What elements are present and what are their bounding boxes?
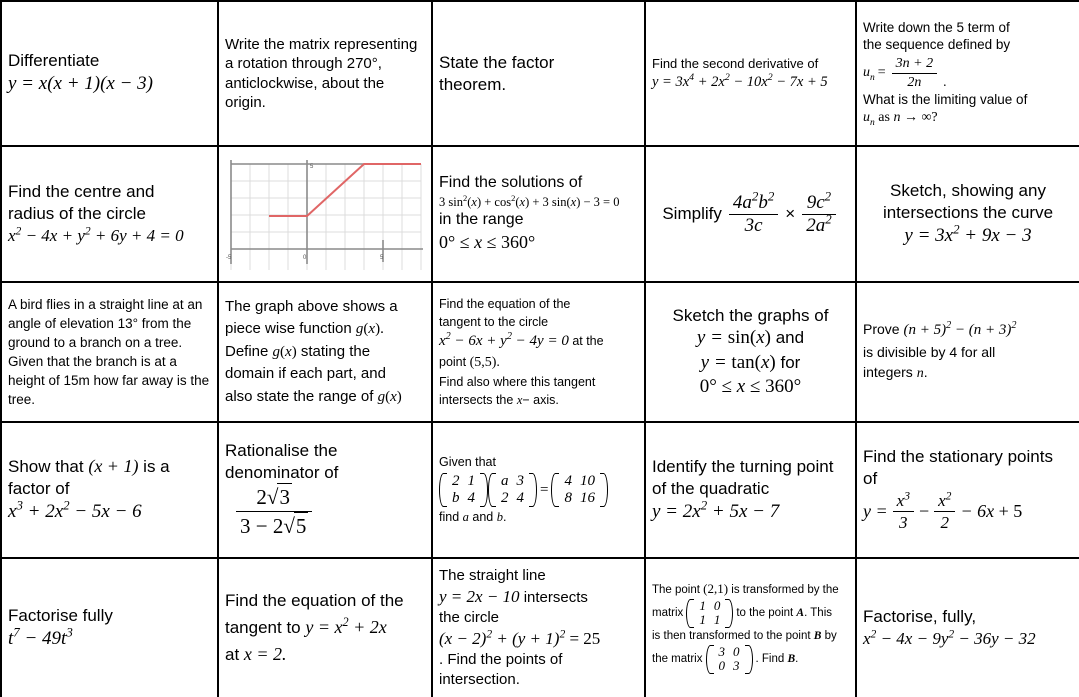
q-r1c3-line2: theorem. xyxy=(439,74,507,94)
q-r3c3-line5: Find also where this tangent xyxy=(439,375,596,390)
q-r2c3-line1: Find the solutions of xyxy=(439,174,583,192)
q-r4c2-line1: Rationalise the xyxy=(225,440,338,460)
q-r1c1-equation: y = x(x + 1)(x − 3) xyxy=(8,73,154,95)
q-r5c3-line3: the circle xyxy=(439,609,500,627)
q-r1c4-equation: $y = 3x^4 + 2x^2 - 10x^2 - 7x + 5$ xyxy=(652,71,828,90)
q-r4c5-line2: of xyxy=(863,468,878,488)
multiply-operator: × xyxy=(785,204,796,223)
q-r3c4-line1: Sketch the graphs of xyxy=(672,305,829,325)
q-r2c4-label: Simplify xyxy=(662,204,722,224)
question-cell-r2c4[interactable] xyxy=(645,146,856,282)
matrix-b: a 3 2 4 xyxy=(488,473,537,507)
q-r4c4-line1: Identify the turning point xyxy=(652,457,834,477)
q-r2c3-line2: in the range xyxy=(439,211,524,229)
q-r1c5-line4: $u_n$ as n → ∞? xyxy=(863,110,938,128)
q-r3c3-line6: intersects the x− axis. xyxy=(439,393,559,408)
q-r1c5-line2: the sequence defined by xyxy=(863,37,1011,53)
fraction-left: $\frac{4a^2b^2}{3c}$ xyxy=(729,192,778,237)
transform-matrix-2: 3 0 0 3 xyxy=(706,645,753,674)
equals-sign: = xyxy=(540,481,549,498)
q-r4c3-line1: Given that xyxy=(439,455,496,470)
q-r2c3-range: 0° ≤ x ≤ 360° xyxy=(439,232,536,253)
q-r4c4-line2: of the quadratic xyxy=(652,478,770,498)
q-r5c4-line6: . Find B. xyxy=(755,653,799,666)
q-r5c3-line2: y = 2x − 10 intersects xyxy=(439,586,588,606)
q-r5c3-line4: . Find the points of xyxy=(439,651,563,669)
q-r1c5-formula: $u_n$ = $\frac{3n + 2}{2n}$ . xyxy=(863,56,947,90)
frac-numerator: 2√3 xyxy=(256,485,290,510)
q-r3c5-line1: Prove $(n + 5)^2 - (n + 3)^2$ xyxy=(863,320,1017,339)
q-r5c5-equation: $x^2 - 4x - 9y^2 - 36y - 32$ xyxy=(863,627,1036,648)
question-cell-r1c2[interactable] xyxy=(218,1,432,146)
q-r2c5-line1: Sketch, showing any xyxy=(890,181,1046,201)
q-r5c1-line1: Factorise fully xyxy=(8,605,113,625)
question-cell-r4c5[interactable] xyxy=(856,422,1079,558)
grid-row-3 xyxy=(1,282,1079,422)
question-cell-r1c4[interactable] xyxy=(645,1,856,146)
q-r1c1-line1: Differentiate xyxy=(8,51,100,71)
grid-lines xyxy=(231,164,421,270)
q-r1c5-line1: Write down the 5 term of xyxy=(863,20,1010,36)
q-r3c3-line1: Find the equation of the xyxy=(439,296,571,311)
fraction-right: $\frac{9c^2}{2a^2}$ xyxy=(802,192,835,237)
q-r5c2-line2: tangent to $y = x^2 + 2x$ xyxy=(225,614,387,637)
q-r4c1-equation: $x^3 + 2x^2 - 5x - 6$ xyxy=(8,497,142,523)
q-r3c4-eq2: y = tan(x) for xyxy=(700,351,801,373)
piecewise-graph xyxy=(221,149,429,279)
grid-row-4 xyxy=(1,422,1079,558)
frac-numerator: 3n + 2 xyxy=(895,56,934,72)
q-r5c3-line1: The straight line xyxy=(439,566,546,584)
graph-svg xyxy=(223,152,427,276)
transform-matrix-1: 1 0 1 1 xyxy=(686,599,733,628)
q-r4c5-equation: y = $\frac{x^3}{3}$ − $\frac{x^2}{2}$ − 6x + 5 xyxy=(863,488,1023,533)
q-r1c4-line1: Find the second derivative of xyxy=(652,56,819,72)
frac-denominator: 3 − 2√5 xyxy=(236,511,312,540)
y-label-5: 5 xyxy=(310,164,314,170)
q-r3c3-equation: $x^2 - 6x + y^2 - 4y = 0$ at the xyxy=(439,330,604,349)
q-r3c2-line4: domain if each part, and xyxy=(225,365,386,383)
q-r3c3-line4: point (5,5). xyxy=(439,354,500,370)
question-cell-r2c1[interactable] xyxy=(1,146,218,282)
q-r1c3-line1: State the factor xyxy=(439,52,555,72)
q-r4c2-line2: denominator of xyxy=(225,462,339,482)
question-cell-r5c5[interactable] xyxy=(856,558,1079,697)
q-r2c1-line1: Find the centre and xyxy=(8,182,155,202)
question-cell-r4c3[interactable] xyxy=(432,422,645,558)
question-cell-r4c1[interactable] xyxy=(1,422,218,558)
question-cell-r4c4[interactable] xyxy=(645,422,856,558)
question-cell-r1c3[interactable] xyxy=(432,1,645,146)
x-label-minus5: -5 xyxy=(226,255,232,261)
question-cell-r1c5[interactable] xyxy=(856,1,1079,146)
q-r5c4-line3: to the point A. This xyxy=(736,606,833,619)
q-r5c4-line4: is then transformed to the point B by xyxy=(652,630,837,642)
grid-row-5 xyxy=(1,558,1079,697)
q-r4c4-equation: $y = 2x^2 + 5x - 7$ xyxy=(652,497,780,522)
x-label-0: 0 xyxy=(303,255,307,261)
question-cell-r5c4[interactable] xyxy=(645,558,856,697)
matrix-equation xyxy=(439,473,638,507)
matrix-c: 4 10 8 16 xyxy=(551,473,608,507)
axes xyxy=(231,160,423,264)
question-cell-r3c1[interactable] xyxy=(1,282,218,422)
fraction-x2-2: $\frac{x^2}{2}$ xyxy=(934,490,955,535)
q-r1c5-line3: What is the limiting value of xyxy=(863,92,1028,108)
fraction-x3-3: $\frac{x^3}{3}$ xyxy=(893,490,914,535)
q-r3c3-line2: tangent to the circle xyxy=(439,314,549,329)
q-r1c2-text: Write the matrix representing a rotation through 270°, anticlockwise, about the origin. xyxy=(225,35,418,111)
question-cell-r3c3[interactable] xyxy=(432,282,645,422)
q-r3c4-eq1: y = sin(x) and xyxy=(696,327,805,349)
grid-row-1 xyxy=(1,1,1079,146)
question-cell-r5c1[interactable] xyxy=(1,558,218,697)
question-cell-r3c4[interactable] xyxy=(645,282,856,422)
question-cell-r3c5[interactable] xyxy=(856,282,1079,422)
matrix-a: 2 1 b 4 xyxy=(439,473,488,507)
q-r2c3-equation: 3 $\sin^2(x) + \cos^2(x) + 3$ sin(x) − 3 = 0 xyxy=(439,193,620,210)
q-r5c4-row5: the matrix 3 0 0 3 . Find B. xyxy=(652,644,799,674)
question-cell-r5c2[interactable] xyxy=(218,558,432,697)
q-r5c1-equation: $t^7 - 49t^3$ xyxy=(8,624,73,649)
q-r5c2-line3: at x = 2. xyxy=(225,643,287,664)
q-r3c5-line3: integers n. xyxy=(863,364,928,382)
q-r4c1-line1: Show that (x + 1) is a xyxy=(8,456,170,477)
q-r2c1-line2: radius of the circle xyxy=(8,204,146,224)
q-r3c4-range: 0° ≤ x ≤ 360° xyxy=(699,376,802,398)
question-cell-r4c2[interactable] xyxy=(218,422,432,558)
q-r2c5-line2: intersections the curve xyxy=(882,202,1054,222)
question-cell-r5c3[interactable] xyxy=(432,558,645,697)
rationalise-fraction xyxy=(236,483,312,540)
q-r5c3-equation: $(x - 2)^2 + (y + 1)^2 = 25$ xyxy=(439,627,601,648)
q-r3c2-line3: Define g(x) stating the xyxy=(225,342,371,360)
q-r5c5-line1: Factorise, fully, xyxy=(863,607,977,627)
q-r4c5-line1: Find the stationary points xyxy=(863,447,1053,466)
q-r3c5-line2: is divisible by 4 for all xyxy=(863,344,996,361)
question-cell-r2c3[interactable] xyxy=(432,146,645,282)
q-r3c2-line2: piece wise function g(x). xyxy=(225,320,384,338)
q-r4c3-line2: find a and b. xyxy=(439,509,507,524)
q-r5c3-line5: intersection. xyxy=(439,671,520,689)
frac-denominator: 2n xyxy=(892,73,937,92)
q-r3c1-text: A bird flies in a straight line at an angle of elevation 13° from the ground to a branch on a tree. Given that the branch is at a height of 15m how far away is the tree. xyxy=(8,296,210,408)
question-cell-r2c5[interactable] xyxy=(856,146,1079,282)
grid-row-2 xyxy=(1,146,1079,282)
x-label-5: 5 xyxy=(380,255,384,261)
q-r5c4-line1: The point (2,1) is transformed by the xyxy=(652,580,839,596)
q-r5c4-row2: matrix 1 0 1 1 to the point A. This xyxy=(652,598,833,628)
q-r2c1-equation: $x^2 - 4x + y^2 + 6y + 4 = 0$ xyxy=(8,224,184,245)
q-r4c1-line2: factor of xyxy=(8,479,70,499)
q-r2c5-equation: $y = 3x^2 + 9x - 3$ xyxy=(904,221,1032,246)
question-cell-r2c2-graph[interactable] xyxy=(218,146,432,282)
q-r3c2-line1: The graph above shows a xyxy=(225,297,398,315)
question-cell-r1c1[interactable] xyxy=(1,1,218,146)
q-r3c2-line5: also state the range of g(x) xyxy=(225,387,402,405)
q-r5c2-line1: Find the equation of the xyxy=(225,591,404,611)
question-cell-r3c2[interactable] xyxy=(218,282,432,422)
